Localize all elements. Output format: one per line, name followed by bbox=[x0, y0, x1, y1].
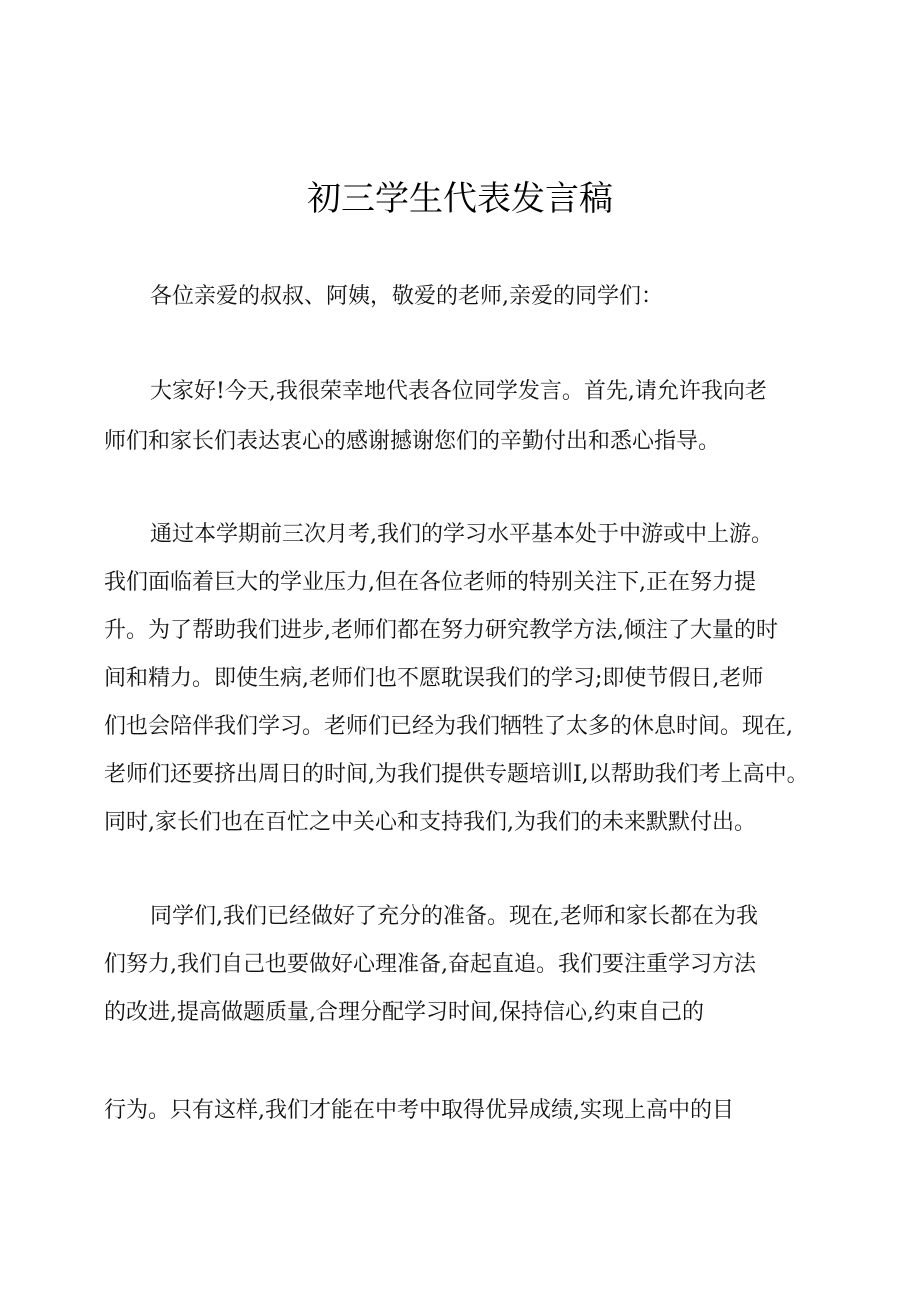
salutation-line: 各位亲爱的叔叔、阿姨，敬爱的老师,亲爱的同学们： bbox=[150, 284, 663, 309]
document-title: 初三学生代表发言稿 bbox=[307, 179, 613, 219]
paragraph-2-line-3: 升。为了帮助我们进步,老师们都在努力研究教学方法,倾注了大量的时 bbox=[104, 618, 778, 643]
paragraph-2-line-7: 同时,家长们也在百忙之中关心和支持我们,为我们的未来默默付出。 bbox=[104, 810, 756, 835]
paragraph-2-line-2: 我们面临着巨大的学业压力,但在各位老师的特别关注下,正在努力提 bbox=[104, 570, 756, 595]
paragraph-3-line-2: 们努力,我们自己也要做好心理准备,奋起直追。我们要注重学习方法 bbox=[104, 952, 756, 977]
paragraph-2-line-6: 老师们还要挤出周日的时间,为我们提供专题培训I,以帮助我们考上高中。 bbox=[104, 762, 809, 787]
paragraph-3-line-3: 的改进,提高做题质量,合理分配学习时间,保持信心,约束自己的 bbox=[104, 1000, 704, 1025]
paragraph-1-line-1: 大家好!今天,我很荣幸地代表各位同学发言。首先,请允许我向老 bbox=[150, 379, 767, 404]
paragraph-2-line-5: 们也会陪伴我们学习。老师们已经为我们牺牲了太多的休息时间。现在, bbox=[104, 714, 793, 739]
paragraph-3-line-4: 行为。只有这样,我们才能在中考中取得优异成绩,实现上高中的目 bbox=[104, 1098, 734, 1123]
paragraph-1-line-2: 师们和家长们表达衷心的感谢撼谢您们的辛勤付出和悉心指导。 bbox=[104, 429, 721, 454]
paragraph-2-line-1: 通过本学期前三次月考,我们的学习水平基本处于中游或中上游。 bbox=[150, 522, 773, 547]
paragraph-3-line-1: 同学们,我们已经做好了充分的准备。现在,老师和家长都在为我 bbox=[150, 904, 758, 929]
paragraph-2-line-4: 间和精力。即使生病,老师们也不愿耽误我们的学习;即使节假日,老师 bbox=[104, 666, 764, 691]
